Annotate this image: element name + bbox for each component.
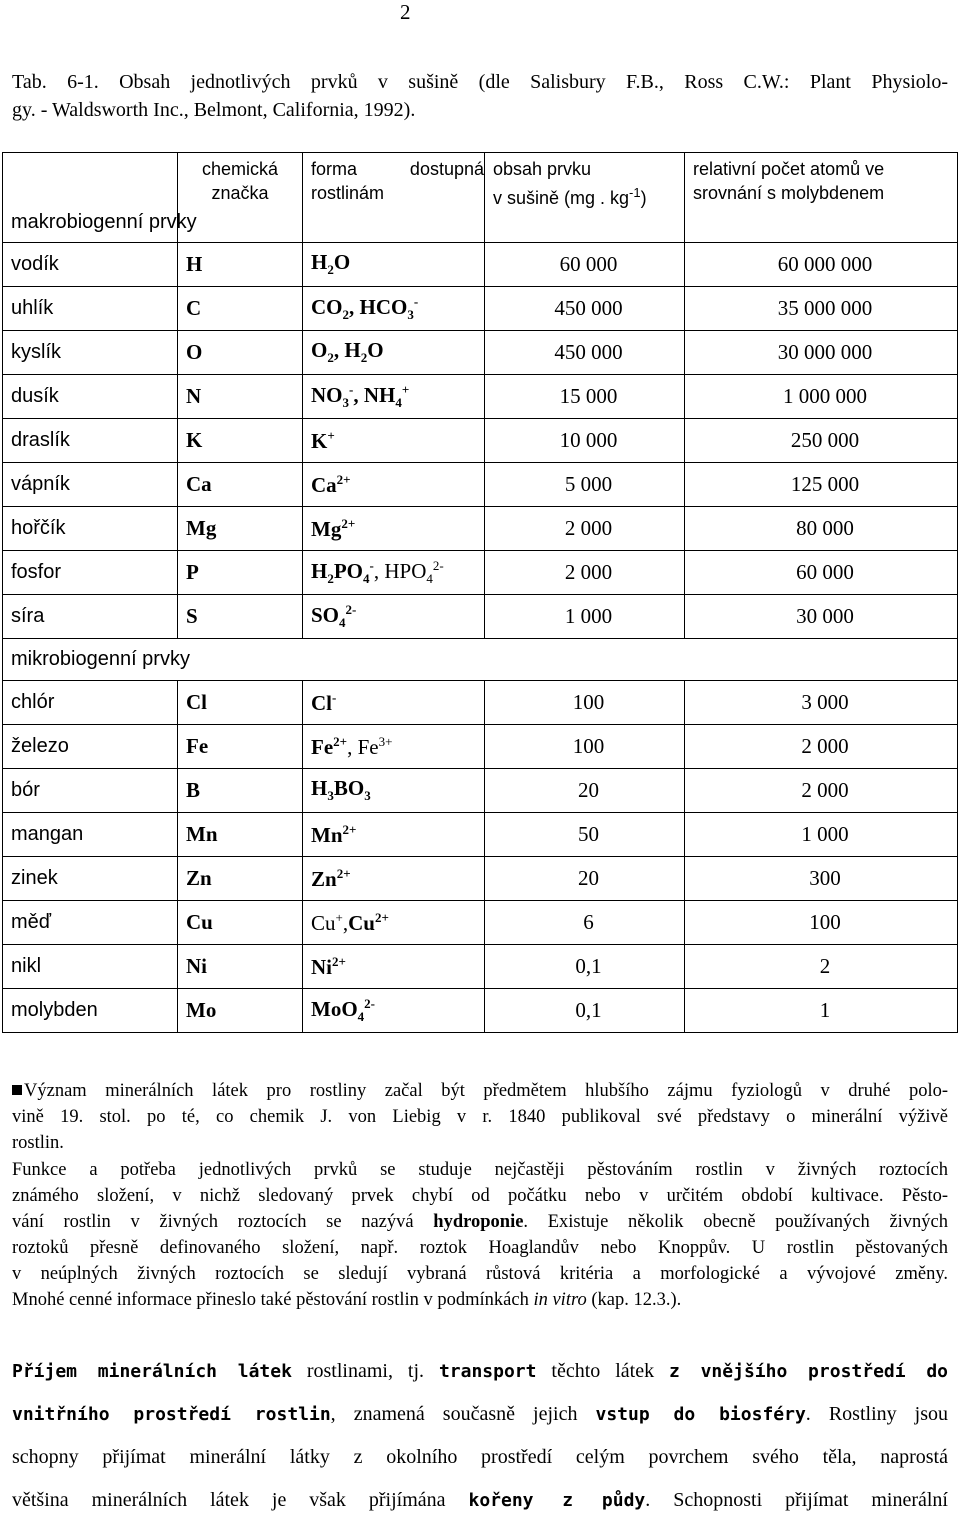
element-relative: 3 000 [685,681,958,725]
table-row [3,463,958,507]
element-symbol: H [178,243,303,287]
element-relative: 2 000 [685,769,958,813]
element-relative: 30 000 000 [685,331,958,375]
element-form: $Ca^{2+}$ [303,463,485,507]
table-row [3,551,958,595]
element-name: molybden [3,989,178,1033]
table-row [3,681,958,725]
element-symbol: C [178,287,303,331]
element-relative: 35 000 000 [685,287,958,331]
element-relative: 1 [685,989,958,1033]
element-symbol: B [178,769,303,813]
table-row [3,857,958,901]
element-name: měď [3,901,178,945]
element-form: $Fe^{2+}$, $Fe^{3+}$ [303,725,485,769]
element-relative: 2 000 [685,725,958,769]
table-row [3,813,958,857]
element-content: 1 000 [485,595,685,639]
element-form: Cl- [303,681,485,725]
element-name: mangan [3,813,178,857]
element-relative: 1 000 000 [685,375,958,419]
table-row [3,375,958,419]
header-form: forma dostupná rostlinám [303,153,485,243]
element-content: 20 [485,857,685,901]
element-symbol: Ni [178,945,303,989]
section-row [3,639,958,681]
element-content: 60 000 [485,243,685,287]
element-symbol: P [178,551,303,595]
element-symbol: Mo [178,989,303,1033]
element-form: $H_2O$ [303,243,485,287]
header-symbol: chemická značka [178,153,303,243]
element-name: kyslík [3,331,178,375]
element-symbol: O [178,331,303,375]
table-row [3,331,958,375]
caption-line-1: Tab. 6-1. Obsah jednotlivých prvků v sušině (dle Salisbury F.B., Ross C.W.: Plant Physiolo- [12,71,948,93]
element-name: dusík [3,375,178,419]
table-row [3,507,958,551]
element-content: 100 [485,681,685,725]
element-relative: 1 000 [685,813,958,857]
element-name: vodík [3,243,178,287]
element-form: $NO_3^-$, $NH_4^+$ [303,375,485,419]
header-content: obsah prvku v sušině (mg . $kg^{-1}$) [485,153,685,243]
caption-line-2: gy. - Waldsworth Inc., Belmont, California, 1992). [12,99,416,121]
element-content: 5 000 [485,463,685,507]
element-form: $Mg^{2+}$ [303,507,485,551]
element-name: nikl [3,945,178,989]
element-name: hořčík [3,507,178,551]
element-name: vápník [3,463,178,507]
element-relative: 100 [685,901,958,945]
table-caption [12,68,948,124]
element-content: 10 000 [485,419,685,463]
element-relative: 30 000 [685,595,958,639]
element-form: $CO_2$, $HCO_3^-$ [303,287,485,331]
element-symbol: N [178,375,303,419]
element-form: $H_2PO_4^-$, $HPO_4^{2-}$ [303,551,485,595]
element-relative: 60 000 [685,551,958,595]
table-row [3,595,958,639]
element-content: 20 [485,769,685,813]
element-name: uhlík [3,287,178,331]
element-content: 0,1 [485,989,685,1033]
element-form: $SO_4^{2-}$ [303,595,485,639]
bullet-square-icon [12,1085,22,1095]
table-row [3,989,958,1033]
element-content: 2 000 [485,551,685,595]
element-relative: 80 000 [685,507,958,551]
element-form: $Mn^{2+}$ [303,813,485,857]
paragraph-hydroponics: Funkce a potřeba jednotlivých prvků se studuje nejčastěji pěstováním rostlin v živných roztocích známého složení, v nichž sledovaný prvek chybí od počátku nebo v určitém období kultivace. Pěsto- vání rostlin v živných roztocích se nazývá hydroponie. Existuje několik obecně používaných živných roztoků přesně definovaného složení, např. roztok Hoaglandův nebo Knoppův. U rostlin pěstovaných v neúplných živných roztocích se sledují vybraná růstová kritéria a morfologické a vývojové změny. Mnohé cenné informace přineslo také pěstování rostlin v podmínkách in vitro (kap. 12.3.). [12,1160,949,1310]
element-symbol: Mn [178,813,303,857]
element-name: draslík [3,419,178,463]
element-relative: 60 000 000 [685,243,958,287]
element-symbol: Fe [178,725,303,769]
element-name: chlór [3,681,178,725]
element-relative: 2 [685,945,958,989]
element-content: 6 [485,901,685,945]
element-content: 450 000 [485,331,685,375]
element-name: fosfor [3,551,178,595]
element-form: $Ni^{2+}$ [303,945,485,989]
page-number: 2 [400,0,411,24]
element-name: bór [3,769,178,813]
element-content: 450 000 [485,287,685,331]
element-form: K+ [303,419,485,463]
table-row [3,901,958,945]
element-form: $Cu^+,Cu^{2+}$ [303,901,485,945]
element-form: $O_2$, $H_2O$ [303,331,485,375]
element-symbol: Cu [178,901,303,945]
table-row [3,945,958,989]
table-row [3,243,958,287]
element-relative: 250 000 [685,419,958,463]
element-symbol: Ca [178,463,303,507]
element-content: 50 [485,813,685,857]
paragraph-uptake: Příjem minerálních látek rostlinami, tj. transport těchto látek z vnějšího prostředí do vnitřního prostředí rostlin, znamená současně jejich vstup do biosféry. Rostliny jsou schopny přijímat minerální látky z okolního prostředí celým povrchem svého těla, naprostá většina minerálních látek je však přijímána kořeny z půdy. Schopnosti přijímat minerální [12,1360,949,1511]
element-relative: 300 [685,857,958,901]
element-symbol: Cl [178,681,303,725]
element-content: 0,1 [485,945,685,989]
element-name: zinek [3,857,178,901]
element-symbol: S [178,595,303,639]
section-micro-header: mikrobiogenní prvky [3,639,958,681]
header-relative: relativní počet atomů ve srovnání s molybdenem [685,153,958,243]
element-content: 15 000 [485,375,685,419]
element-content: 100 [485,725,685,769]
table-row [3,725,958,769]
element-content: 2 000 [485,507,685,551]
table-row [3,769,958,813]
section-macro-header: makrobiogenní prvky [3,153,178,243]
term-hydroponie: hydroponie [433,1212,524,1232]
term-in-vitro: in vitro [533,1290,587,1310]
element-symbol: Zn [178,857,303,901]
element-form: $Zn^{2+}$ [303,857,485,901]
element-content-table [2,152,958,1033]
element-form: MoO$_4^{2-}$ [303,989,485,1033]
table-row [3,287,958,331]
element-relative: 125 000 [685,463,958,507]
table-header-row [3,153,958,243]
element-symbol: K [178,419,303,463]
element-symbol: Mg [178,507,303,551]
element-form: $H_3BO_3$ [303,769,485,813]
paragraph-significance: Význam minerálních látek pro rostliny začal být předmětem hlubšího zájmu fyziologů v druhé polo- vině 19. stol. po té, co chemik J. von Liebig v r. 1840 publikoval své představy o minerální výživě rostlin. [12,1081,948,1153]
element-name: železo [3,725,178,769]
element-name: síra [3,595,178,639]
table-row [3,419,958,463]
